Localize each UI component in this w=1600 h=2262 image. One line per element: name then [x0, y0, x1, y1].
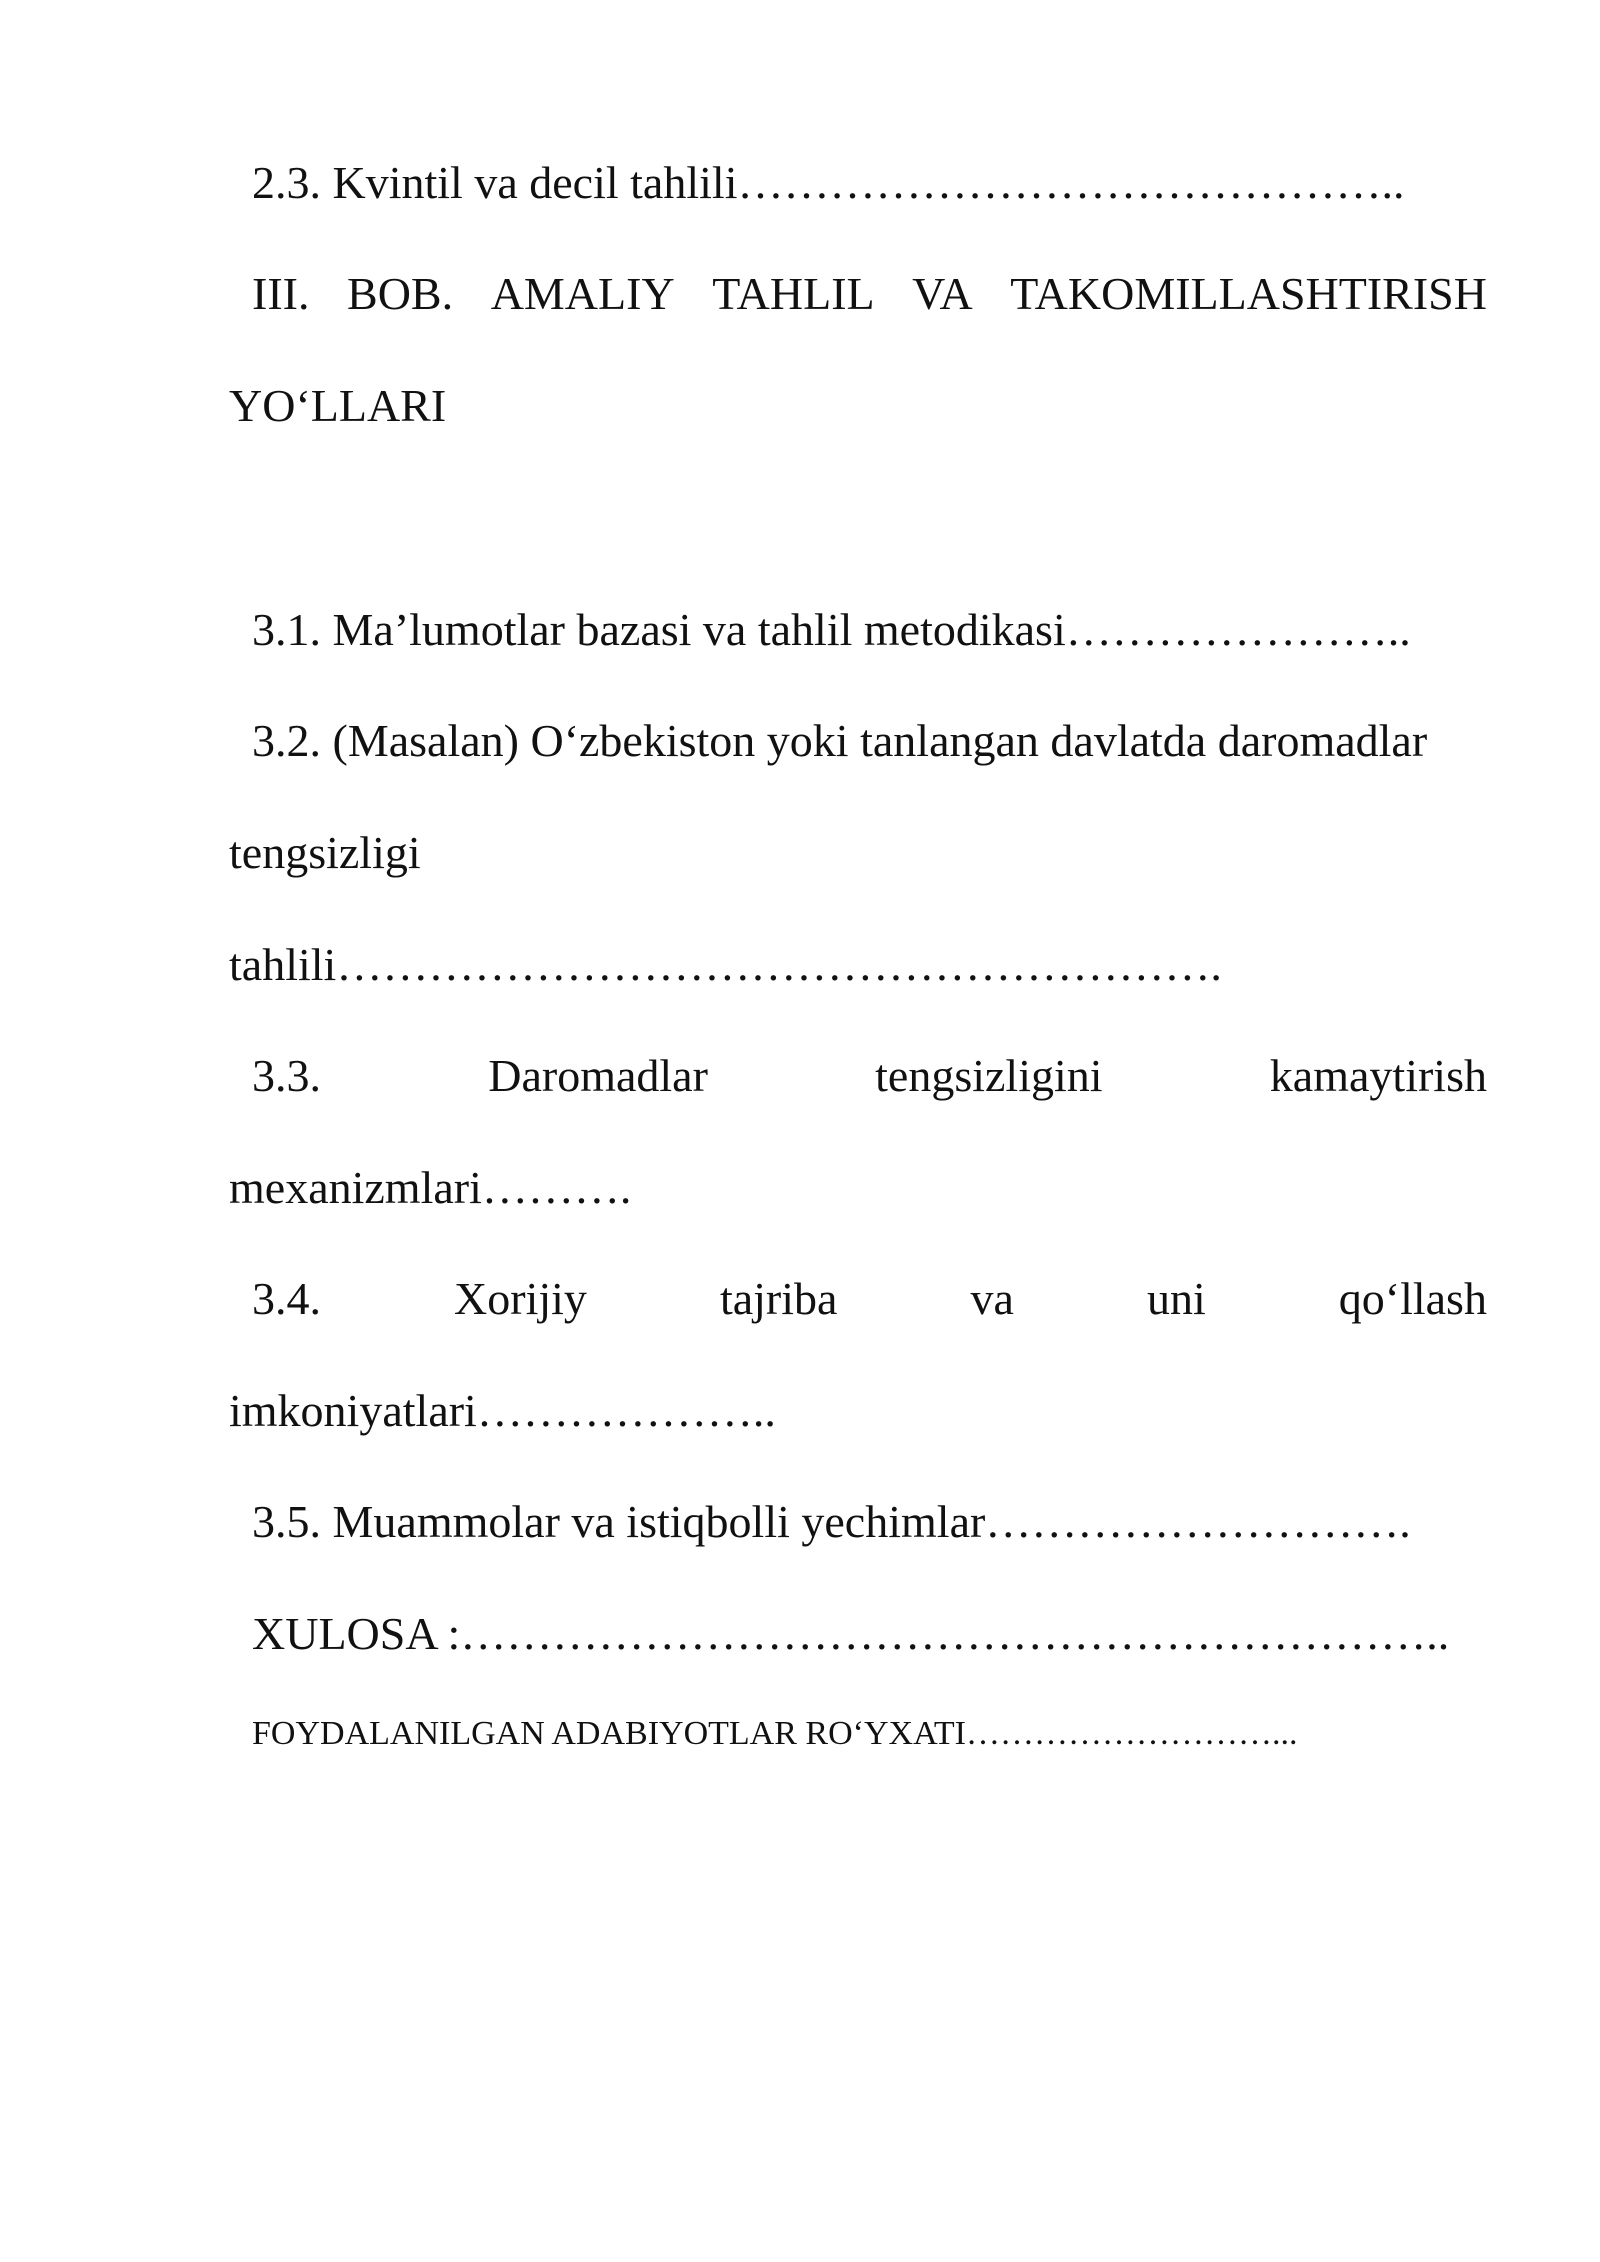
toc-item-3-2-line2: tengsizligi — [229, 827, 421, 878]
toc-chapter-3-word: TAHLIL — [712, 268, 875, 319]
toc-item-3-4-line1 — [252, 1271, 1487, 1327]
toc-item-3-3-word: 3.3. — [252, 1050, 321, 1101]
toc-item-3-3-word: kamaytirish — [1269, 1050, 1487, 1101]
toc-item-3-3-word: Daromadlar — [488, 1050, 708, 1101]
toc-conclusion: XULOSA :……………………………………………………….. — [252, 1608, 1450, 1659]
toc-chapter-3-word: BOB. — [347, 268, 454, 319]
toc-chapter-3-word: AMALIY — [490, 268, 675, 319]
toc-item-3-2-line3: tahlili…………………………………………………. — [229, 939, 1222, 990]
toc-item-3-3-word: tengsizligini — [875, 1050, 1103, 1101]
toc-item-3-5: 3.5. Muammolar va istiqbolli yechimlar………………………. — [252, 1496, 1411, 1547]
toc-chapter-3-line2: YO‘LLARI — [229, 380, 447, 431]
toc-item-3-1: 3.1. Ma’lumotlar bazasi va tahlil metodikasi………………….. — [252, 604, 1411, 655]
toc-item-3-4-word: 3.4. — [252, 1273, 321, 1324]
toc-item-3-4-line2: imkoniyatlari……………….. — [229, 1385, 776, 1436]
toc-item-3-4-word: tajriba — [719, 1273, 838, 1324]
toc-item-3-3-line1 — [252, 1048, 1487, 1104]
toc-chapter-3-word: VA — [912, 268, 973, 319]
toc-chapter-3-line1 — [252, 266, 1487, 322]
toc-item-2-3: 2.3. Kvintil va decil tahlili…………………………………….. — [252, 157, 1405, 208]
toc-item-3-3-line2: mexanizmlari………. — [229, 1162, 632, 1213]
toc-references: FOYDALANILGAN ADABIYOTLAR RO‘YXATI………………………... — [252, 1715, 1298, 1752]
toc-chapter-3-word: III. — [252, 268, 310, 319]
toc-item-3-4-word: uni — [1146, 1273, 1206, 1324]
toc-item-3-4-word: va — [970, 1273, 1014, 1324]
toc-item-3-2-line1: 3.2. (Masalan) O‘zbekiston yoki tanlangan davlatda daromadlar — [252, 715, 1428, 766]
toc-chapter-3-word: TAKOMILLASHTIRISH — [1010, 268, 1487, 319]
toc-item-3-4-word: qo‘llash — [1338, 1273, 1487, 1324]
toc-item-3-4-word: Xorijiy — [454, 1273, 587, 1324]
